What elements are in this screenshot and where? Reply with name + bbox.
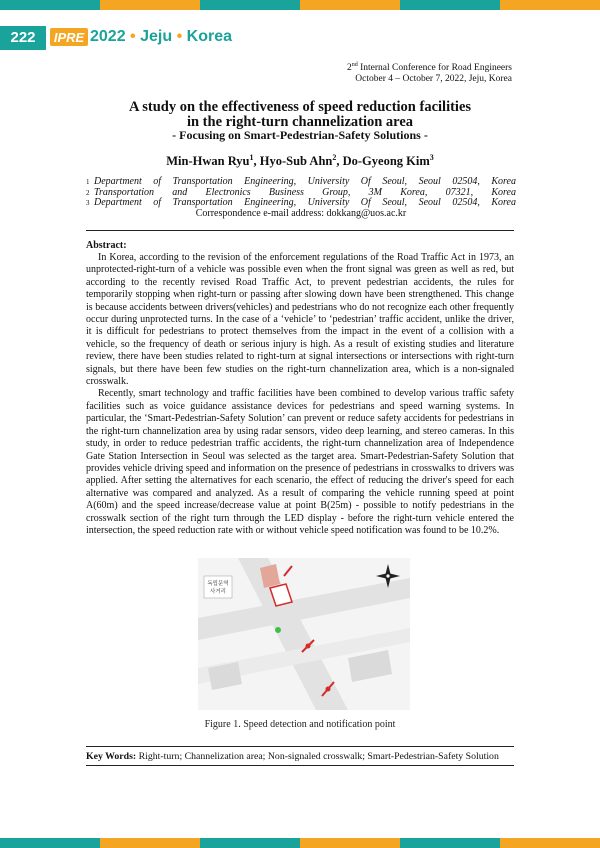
page-number: 222	[0, 26, 46, 50]
author: Min-Hwan Ryu	[166, 154, 250, 169]
conference-line1: 2nd Internal Conference for Road Engineers	[346, 62, 512, 74]
brand-city: Jeju	[140, 28, 173, 45]
brand-dot: •	[176, 28, 183, 45]
conference-logo	[50, 25, 88, 49]
top-color-bar	[0, 0, 600, 10]
correspondence-email: Correspondence e-mail address: dokkang@uos.ac.kr	[195, 208, 407, 219]
abstract-paragraph: In Korea, according to the revision of the enforcement regulations of the Road Traffic Act in 1973, an unprotected-right-turn of a vehicle was possible even when the front signal was green as well as red, but according to the recently revised Road Traffic Act, to prevent pedestrian accidents, the rules for temporarily stopping when right-turn or passing after slowing down have been strengthened. This change is because accidents between drivers(vehicles) and pedestrians who do not recognize each other frequently occur during unprotected turns. In the case of a ‘vehicle’ to ‘pedestrian’ traffic accident, unlike the driver, it is difficult for pedestrians to protect themselves from the impact in the event of a collision with a vehicle, so the frequency of death or serious injury is high. As a result of existing studies and literature review, there have been studies related to right-turn at signal intersections or intersections with right-turn signals, but there have been few studies on the right-turn channelization area, which is a non-signaled crosswalk.	[86, 252, 514, 388]
brand-year: 2022	[90, 28, 126, 45]
brand-dot: •	[130, 28, 136, 45]
conference-info	[347, 60, 512, 85]
divider	[86, 230, 514, 231]
abstract-body	[86, 252, 514, 537]
bottom-color-bar	[0, 838, 600, 848]
author-list: Min-Hwan Ryu$^1$, Hyo-Sub Ahn$^2$, Do-Gyeong Kim$^3$	[166, 153, 434, 169]
svg-text:독립문역: 독립문역	[207, 581, 229, 587]
author: Do-Gyeong Kim	[342, 154, 430, 169]
figure-caption: Figure 1. Speed detection and notification point	[204, 719, 396, 730]
svg-text:IPRE: IPRE	[53, 30, 85, 45]
abstract-paragraph: Recently, smart technology and traffic facilities have been combined to develop various traffic safety facilities such as voice guidance assistance devices for pedestrians and speed warning systems. In particular, the ‘Smart-Pedestrian-Safety Solution’ can prevent or reduce safety accidents for pedestrians in the right-turn channelization area by using radar sensors, video deep learning, and stereo cameras. In this study, in order to reduce pedestrian traffic accidents, the right-turn channelization area of Independence Gate Station Intersection in Seoul was selected as the target area. Smart-Pedestrian-Safety Solution that provides vehicle driving speed and information on the presence of pedestrians in crosswalks to drivers was applied. After setting the alternatives for each scenario, the effect of reducing the driver's speed for each alternative was compared and analyzed. As a result of comparing the vehicle running speed at point A(60m) and the speed increase/decrease value at point B(25m) - possible to notify pedestrians in the crosswalk section of the right turn through the LED display - before the right-turn vehicle entered the intersection, the speed reduction rate with or without vehicle speed notification was found to be 10.2%.	[86, 388, 514, 536]
abstract-heading: Abstract:	[86, 240, 127, 251]
affiliation: 1 Department of Transportation Engineering, University Of Seoul, Seoul 02504, Korea	[86, 176, 516, 187]
paper-title: A study on the effectiveness of speed reduction facilities in the right-turn channelization area	[128, 99, 472, 130]
divider	[86, 765, 514, 766]
notification-point	[275, 627, 281, 633]
svg-text:사거리: 사거리	[210, 589, 226, 595]
paper-subtitle: - Focusing on Smart-Pedestrian-Safety Solutions -	[172, 128, 428, 142]
affiliation: 2 Transportation and Electronics Business Group, 3M Korea, 07321, Korea	[86, 186, 516, 198]
keywords: Key Words: Right-turn; Channelization area; Non-signaled crosswalk; Smart-Pedestrian-Safety Solution	[86, 751, 499, 762]
affiliations	[86, 177, 516, 209]
conference-line2: October 4 – October 7, 2022, Jeju, Korea	[355, 74, 512, 85]
author: Hyo-Sub Ahn	[259, 154, 333, 169]
brand-country: Korea	[186, 28, 232, 45]
divider	[86, 746, 514, 747]
site-map-figure	[198, 558, 410, 710]
affiliation: 3 Department of Transportation Engineering, University Of Seoul, Seoul 02504, Korea	[86, 197, 516, 208]
conference-brand	[90, 28, 232, 46]
